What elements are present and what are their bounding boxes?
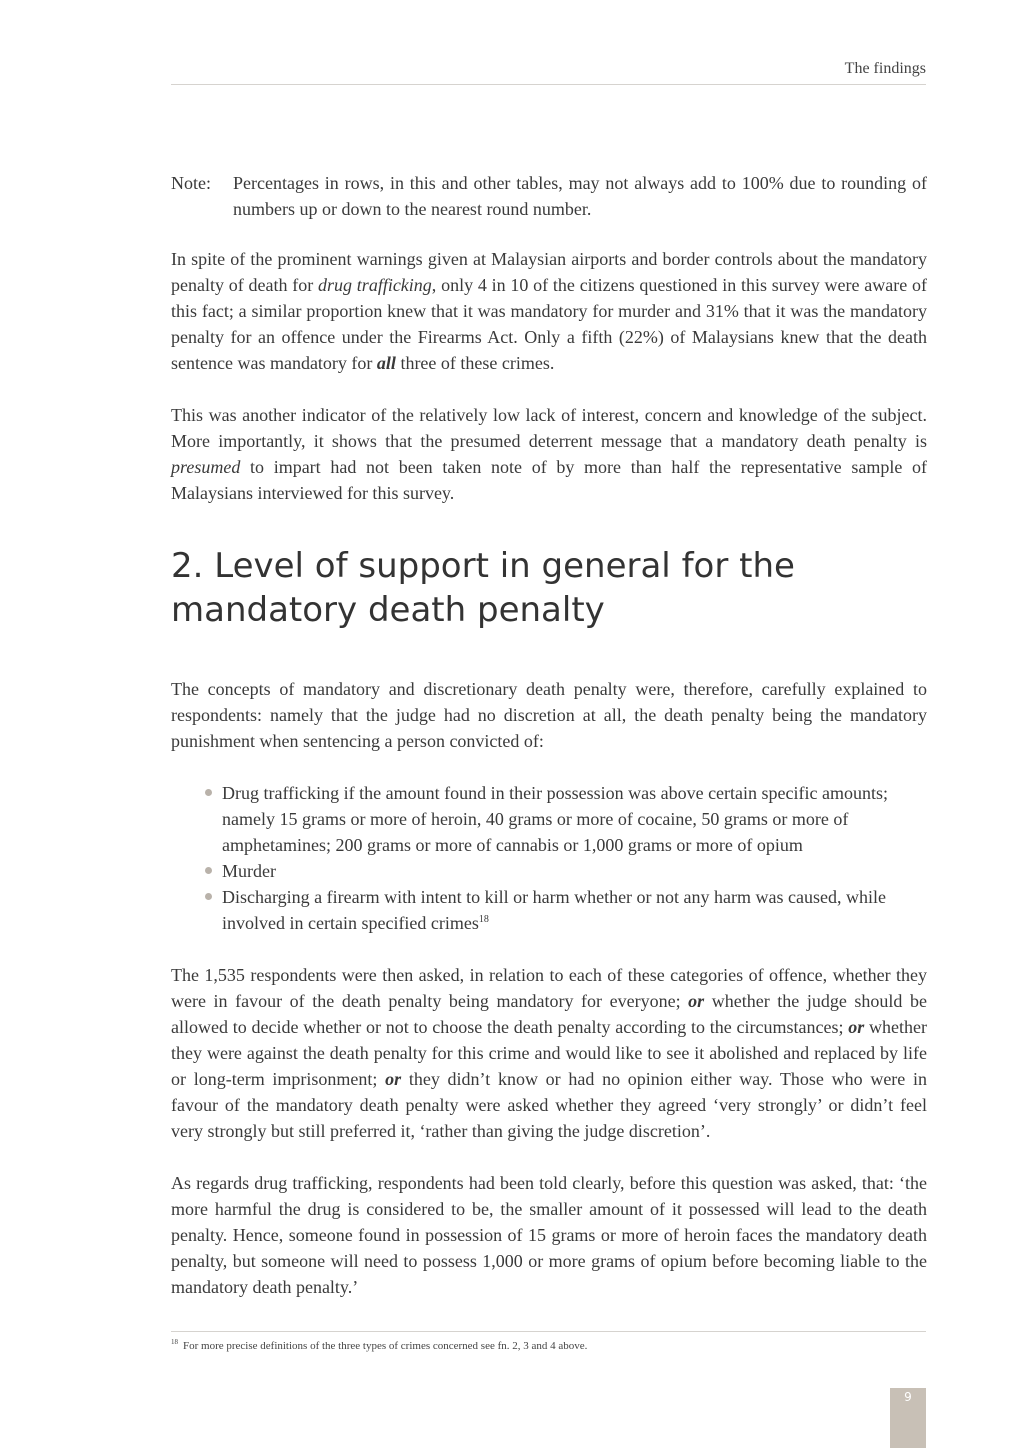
emphasis: or <box>848 1017 865 1037</box>
table-note <box>171 170 927 222</box>
list-item <box>203 780 927 858</box>
section-title: The findings <box>844 60 926 77</box>
heading-line: 2. Level of support in general for the <box>171 546 795 586</box>
text-run: to impart had not been taken note of by more than half the representative sample of Malaysians interviewed for this survey. <box>171 457 927 503</box>
list-item <box>203 858 927 884</box>
page-number: 9 <box>904 1390 912 1404</box>
list-item-text: Murder <box>222 861 276 881</box>
footnote <box>171 1331 926 1352</box>
paragraph-concepts: The concepts of mandatory and discretionary death penalty were, therefore, carefully explained to respondents: namely that the judge had no discretion at all, the death penalty being the mandatory punishment when sentencing a person convicted of: <box>171 679 927 751</box>
running-header <box>171 60 926 85</box>
paragraph-indicator <box>171 402 927 506</box>
text-run: The 1,535 respondents were then asked, in relation to each of these categories of offence, whether they were in favour of the death penalty being mandatory for everyone; <box>171 965 927 1011</box>
list-item-text: Drug trafficking if the amount found in their possession was above certain specific amounts; namely 15 grams or more of heroin, 40 grams or more of cocaine, 50 grams or more of amphetamines; 200 grams or more of cannabis or 1,000 grams or more of opium <box>222 783 888 855</box>
text-run: In spite of the prominent warnings given at Malaysian airports and border controls about the mandatory penalty of death for <box>171 249 927 295</box>
section-heading <box>171 544 927 632</box>
emphasis: or <box>688 991 705 1011</box>
text-run: whether the judge should be allowed to decide whether or not to choose the death penalty according to the circumstances; <box>171 991 928 1037</box>
list-item-text: Discharging a firearm with intent to kill or harm whether or not any harm was caused, while involved in certain specified crimes <box>222 887 886 933</box>
emphasis: all <box>376 353 396 373</box>
offence-list <box>171 780 927 936</box>
text-run: they didn’t know or had no opinion either way. Those who were in favour of the mandatory death penalty were asked whether they agreed ‘very strongly’ or didn’t feel very strongly but still preferred it, ‘rather than giving the judge discretion’. <box>171 1069 928 1141</box>
heading-line: mandatory death penalty <box>171 590 605 630</box>
footnote-text: For more precise definitions of the three types of crimes concerned see fn. 2, 3 and 4 above. <box>183 1340 588 1352</box>
emphasis: or <box>385 1069 402 1089</box>
emphasis: drug trafficking <box>318 275 432 295</box>
note-label: Note: <box>171 173 211 193</box>
text-run: This was another indicator of the relatively low lack of interest, concern and knowledge of the subject. More importantly, it shows that the presumed deterrent message that a mandatory death penalty is <box>171 405 927 451</box>
paragraph-awareness <box>171 246 927 376</box>
text-run: , only 4 in 10 of the citizens questioned in this survey were aware of this fact; a similar proportion knew that it was mandatory for murder and 31% that it was the mandatory penalty for an offence under the Firearms Act. Only a fifth (22%) of Malaysians knew that the death sentence was mandatory for <box>171 275 927 373</box>
paragraph-drug-trafficking: As regards drug trafficking, respondents had been told clearly, before this question was asked, that: ‘the more harmful the drug is considered to be, the smaller amount of it possessed will lead to the death penalty. Hence, someone found in possession of 15 grams or more of heroin faces the mandatory death penalty, but someone will need to possess 1,000 or more grams of opium before becoming liable to the mandatory death penalty.’ <box>171 1173 927 1297</box>
main-content <box>171 170 927 1326</box>
page-number-tab <box>890 1388 926 1448</box>
footnote-number: 18 <box>171 1338 178 1347</box>
footnote-reference[interactable]: 18 <box>478 914 489 925</box>
note-text: Percentages in rows, in this and other tables, may not always add to 100% due to rounding of numbers up or down to the nearest round number. <box>233 173 927 219</box>
text-run: three of these crimes. <box>395 353 555 373</box>
paragraph-respondents <box>171 962 927 1144</box>
list-item <box>203 884 927 936</box>
text-run: whether they were against the death penalty for this crime and would like to see it abolished and replaced by life or long-term imprisonment; <box>171 1017 927 1089</box>
emphasis: presumed <box>171 457 241 477</box>
